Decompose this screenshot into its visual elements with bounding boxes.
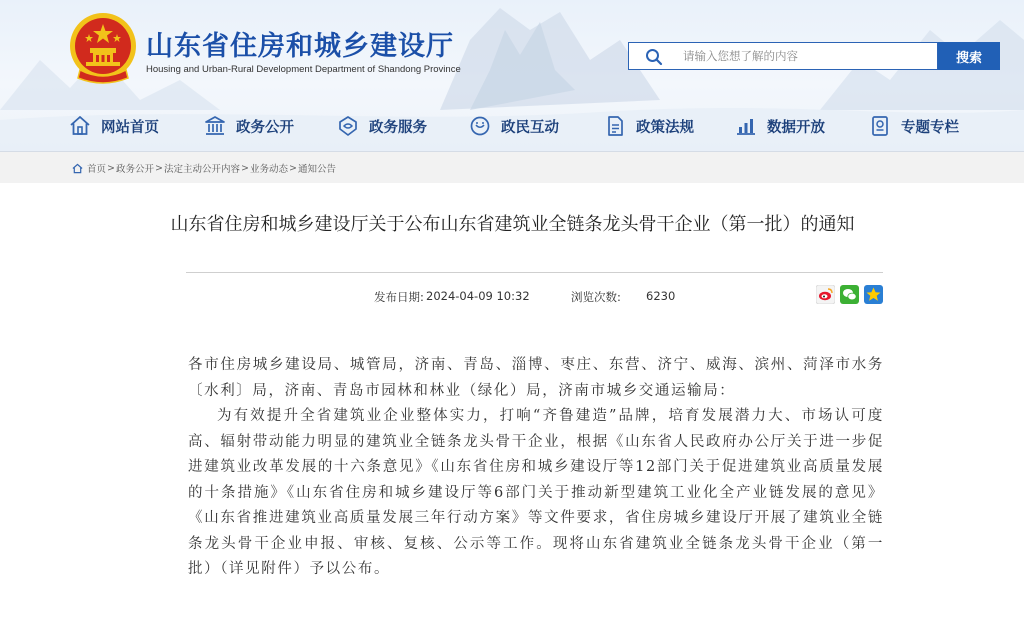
title-divider [186, 272, 883, 273]
home-icon [72, 163, 83, 174]
interaction-icon [468, 114, 492, 138]
breadcrumb-item-statutory-disclosure[interactable]: 法定主动公开内容 [163, 164, 240, 175]
service-icon [336, 114, 360, 138]
breadcrumb-item-business-news[interactable]: 业务动态 [249, 164, 288, 175]
breadcrumb-separator: > [155, 162, 163, 174]
search-box [628, 42, 938, 70]
nav-item-government-services[interactable] [336, 108, 427, 144]
nav-item-open-data[interactable] [734, 108, 825, 144]
weibo-icon[interactable] [816, 285, 835, 304]
views-label: 浏览次数: [571, 290, 621, 304]
breadcrumb-separator: > [240, 162, 249, 174]
national-emblem-icon [68, 12, 138, 84]
nav-item-label: 政策法规 [636, 119, 694, 136]
topic-icon [868, 114, 892, 138]
breadcrumb [72, 161, 336, 175]
search-button[interactable]: 搜索 [938, 42, 1000, 70]
nav-item-label: 政务服务 [369, 119, 427, 136]
article-paragraph: 各市住房城乡建设局、城管局，济南、青岛、淄博、枣庄、东营、济宁、威海、滨州、菏泽市水务〔水利〕局，济南、青岛市园林和林业（绿化）局，济南市城乡交通运输局： [188, 357, 884, 399]
breadcrumb-separator: > [288, 162, 297, 174]
site-subtitle: Housing and Urban-Rural Development Department of Shandong Province [146, 64, 461, 75]
nav-item-label: 数据开放 [767, 119, 825, 136]
article-paragraph: 为有效提升全省建筑业企业整体实力，打响“齐鲁建造”品牌，培育发展潜力大、市场认可度高、辐射带动能力明显的建筑业全链条龙头骨干企业，根据《山东省人民政府办公厅关于进一步促进建筑业改革发展的十六条意见》《山东省住房和城乡建设厅等12部门关于促进建筑业高质量发展的十条措施》《山东省住房和城乡建设厅等6部门关于推动新型建筑工业化全产业链发展的意见》《山东省推进建筑业高质量发展三年行动方案》等文件要求，省住房城乡建设厅开展了建筑业全链条龙头骨干企业申报、审核、复核、公示等工作。现将山东省建筑业全链条龙头骨干企业（第一批）（详见附件）予以公布。 [188, 408, 884, 577]
search-icon[interactable] [645, 48, 663, 66]
wechat-icon[interactable] [840, 285, 859, 304]
article-body [188, 353, 884, 583]
government-building-icon [203, 114, 227, 138]
breadcrumb-item-home[interactable]: 首页 [87, 164, 107, 175]
publish-date: 2024-04-09 10:32 [426, 289, 530, 303]
nav-item-label: 专题专栏 [901, 119, 959, 136]
breadcrumb-item-government-affairs[interactable]: 政务公开 [115, 164, 154, 175]
qzone-icon[interactable] [864, 285, 883, 304]
nav-item-policies-regulations[interactable] [603, 108, 694, 144]
views-count: 6230 [646, 289, 676, 303]
breadcrumb-bar [0, 152, 1024, 183]
home-icon [68, 114, 92, 138]
article-title: 山东省住房和城乡建设厅关于公布山东省建筑业全链条龙头骨干企业（第一批）的通知 [170, 214, 855, 235]
nav-item-government-affairs[interactable] [203, 108, 294, 144]
breadcrumb-separator: > [107, 162, 115, 174]
nav-item-label: 网站首页 [101, 119, 159, 136]
main-nav [0, 108, 1024, 144]
site-header [0, 0, 1024, 152]
nav-item-label: 政民互动 [501, 119, 559, 136]
nav-item-label: 政务公开 [236, 119, 294, 136]
search-input[interactable] [683, 46, 928, 66]
nav-item-home[interactable] [68, 108, 159, 144]
nav-item-public-interaction[interactable] [468, 108, 559, 144]
nav-item-special-topics[interactable] [868, 108, 959, 144]
data-chart-icon [734, 114, 758, 138]
breadcrumb-item-notices[interactable]: 通知公告 [297, 164, 336, 175]
document-icon [603, 114, 627, 138]
site-title: 山东省住房和城乡建设厅 [146, 31, 454, 62]
publish-date-label: 发布日期: [374, 290, 424, 304]
